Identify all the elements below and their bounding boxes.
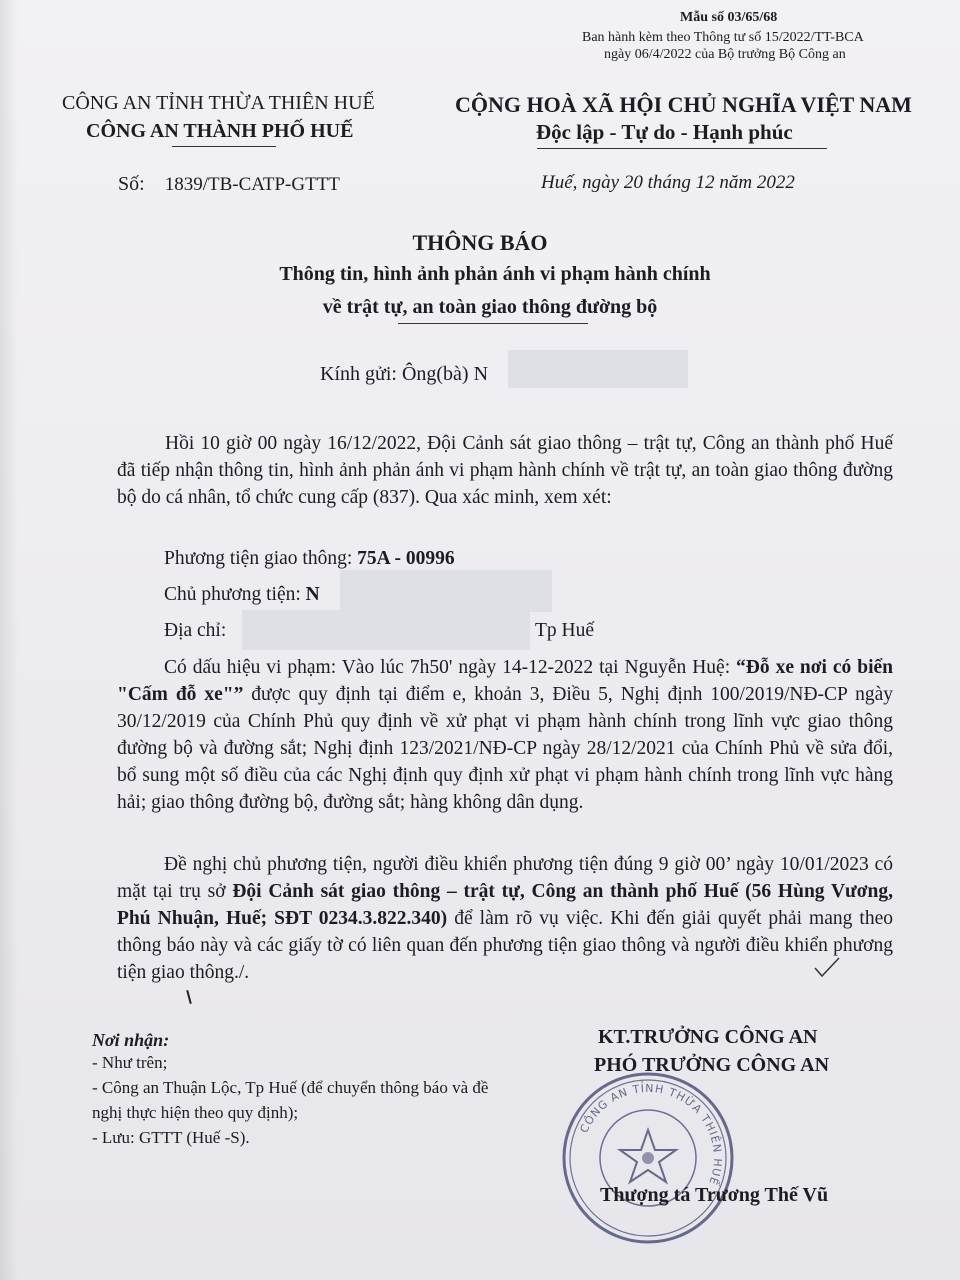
recipient-item: - Công an Thuận Lộc, Tp Huế (để chuyển thông báo và đề nghị thực hiện theo quy định);	[92, 1078, 489, 1122]
official-seal-icon	[558, 1068, 738, 1248]
paragraph-intro: Hồi 10 giờ 00 ngày 16/12/2022, Đội Cảnh sát giao thông – trật tự, Công an thành phố Huế đã tiếp nhận thông tin, hình ảnh phản ánh vi phạm hành chính về trật tự, an toàn giao thông đường bộ do cá nhân, tổ chức cung cấp (837). Qua xác minh, xem xét:	[117, 433, 893, 508]
signature-title-1: KT.TRƯỞNG CÔNG AN	[598, 1026, 818, 1048]
redaction-box	[340, 570, 552, 612]
paragraph-violation	[117, 654, 893, 816]
salutation: Kính gửi: Ông(bà) N	[320, 363, 489, 385]
owner-label: Chủ phương tiện:	[164, 584, 301, 605]
request-text-c: để làm rõ vụ việc. Khi đến giải quyết phải mang theo thông báo này và các giấy tờ có liên quan đến phương tiện giao thông và người điều khiển phương tiện giao thông./.	[117, 908, 893, 983]
address-value: Tp Huế	[535, 620, 595, 641]
pen-mark	[186, 990, 192, 1004]
violation-text-a: Có dấu hiệu vi phạm: Vào lúc 7h50' ngày 14-12-2022 tại Nguyễn Huệ:	[164, 657, 737, 678]
org-line-2: CÔNG AN THÀNH PHỐ HUẾ	[86, 120, 354, 142]
document-title: THÔNG BÁO	[412, 230, 548, 255]
issued-line-1: Ban hành kèm theo Thông tư số 15/2022/TT-BCA	[582, 30, 864, 45]
recipient-item: - Lưu: GTTT (Huế -S).	[92, 1128, 250, 1147]
owner-field	[164, 584, 320, 606]
recipients-list	[92, 1050, 522, 1150]
request-text-a: Đề nghị chủ phương tiện, người điều khiển phương tiện đúng 9 giờ 00’ ngày 10/01/2023 có mặt tại trụ sở	[117, 854, 893, 902]
redaction-box	[242, 610, 530, 650]
svg-text:CÔNG AN TỈNH THỪA THIÊN HUẾ: CÔNG AN TỈNH THỪA THIÊN HUẾ	[577, 1081, 725, 1188]
place-date: Huế, ngày 20 tháng 12 năm 2022	[541, 172, 795, 193]
document-number	[118, 173, 340, 196]
document-subtitle-1: Thông tin, hình ảnh phản ánh vi phạm hành chính	[279, 263, 711, 285]
document-number-label: Số:	[118, 173, 145, 195]
document-number-value: 1839/TB-CATP-GTTT	[164, 174, 340, 195]
subtitle-underline	[398, 323, 588, 324]
signer-name: Thượng tá Trương Thế Vũ	[600, 1184, 829, 1206]
nation-motto: Độc lập - Tự do - Hạnh phúc	[536, 120, 793, 144]
violation-text-c: được quy định tại điểm e, khoản 3, Điều 5, Nghị định 100/2019/NĐ-CP ngày 30/12/2019 của Chính Phủ quy định về xử phạt vi phạm hành chính trong lĩnh vực giao thông đường bộ và đường sắt; Nghị định 123/2021/NĐ-CP ngày 28/12/2021 của Chính Phủ về sửa đổi, bổ sung một số điều của các Nghị định quy định xử phạt vi phạm hành chính trong lĩnh vực hàng hải; giao thông đường bộ, đường sắt; hàng không dân dụng.	[117, 684, 893, 813]
address-label: Địa chỉ:	[164, 620, 227, 641]
document-subtitle-2: về trật tự, an toàn giao thông đường bộ	[322, 296, 658, 318]
form-number: Mẫu số 03/65/68	[680, 10, 778, 25]
motto-underline	[537, 148, 827, 149]
check-mark-icon	[812, 954, 842, 980]
recipient-item: - Như trên;	[92, 1053, 168, 1072]
owner-value: N	[305, 584, 320, 605]
nation-title: CỘNG HOÀ XÃ HỘI CHỦ NGHĨA VIỆT NAM	[455, 92, 912, 117]
page-shadow	[0, 0, 18, 1280]
vehicle-label: Phương tiện giao thông:	[164, 548, 353, 569]
violation-text-bold: “Đỗ xe nơi có biển "Cấm đỗ xe"”	[117, 657, 894, 705]
recipients-label: Nơi nhận:	[92, 1030, 170, 1050]
vehicle-field	[164, 548, 455, 570]
org-underline	[172, 146, 276, 147]
redaction-box	[508, 350, 688, 388]
paragraph-request	[117, 851, 893, 986]
request-text-bold: Đội Cảnh sát giao thông – trật tự, Công an thành phố Huế (56 Hùng Vương, Phú Nhuận, Huế; SĐT 0234.3.822.340)	[117, 881, 893, 929]
org-line-1: CÔNG AN TỈNH THỪA THIÊN HUẾ	[62, 92, 375, 114]
signature-title-2: PHÓ TRƯỞNG CÔNG AN	[594, 1054, 830, 1076]
vehicle-value: 75A - 00996	[357, 548, 455, 569]
address-field	[164, 620, 226, 642]
issued-line-2: ngày 06/4/2022 của Bộ trưởng Bộ Công an	[604, 47, 846, 62]
